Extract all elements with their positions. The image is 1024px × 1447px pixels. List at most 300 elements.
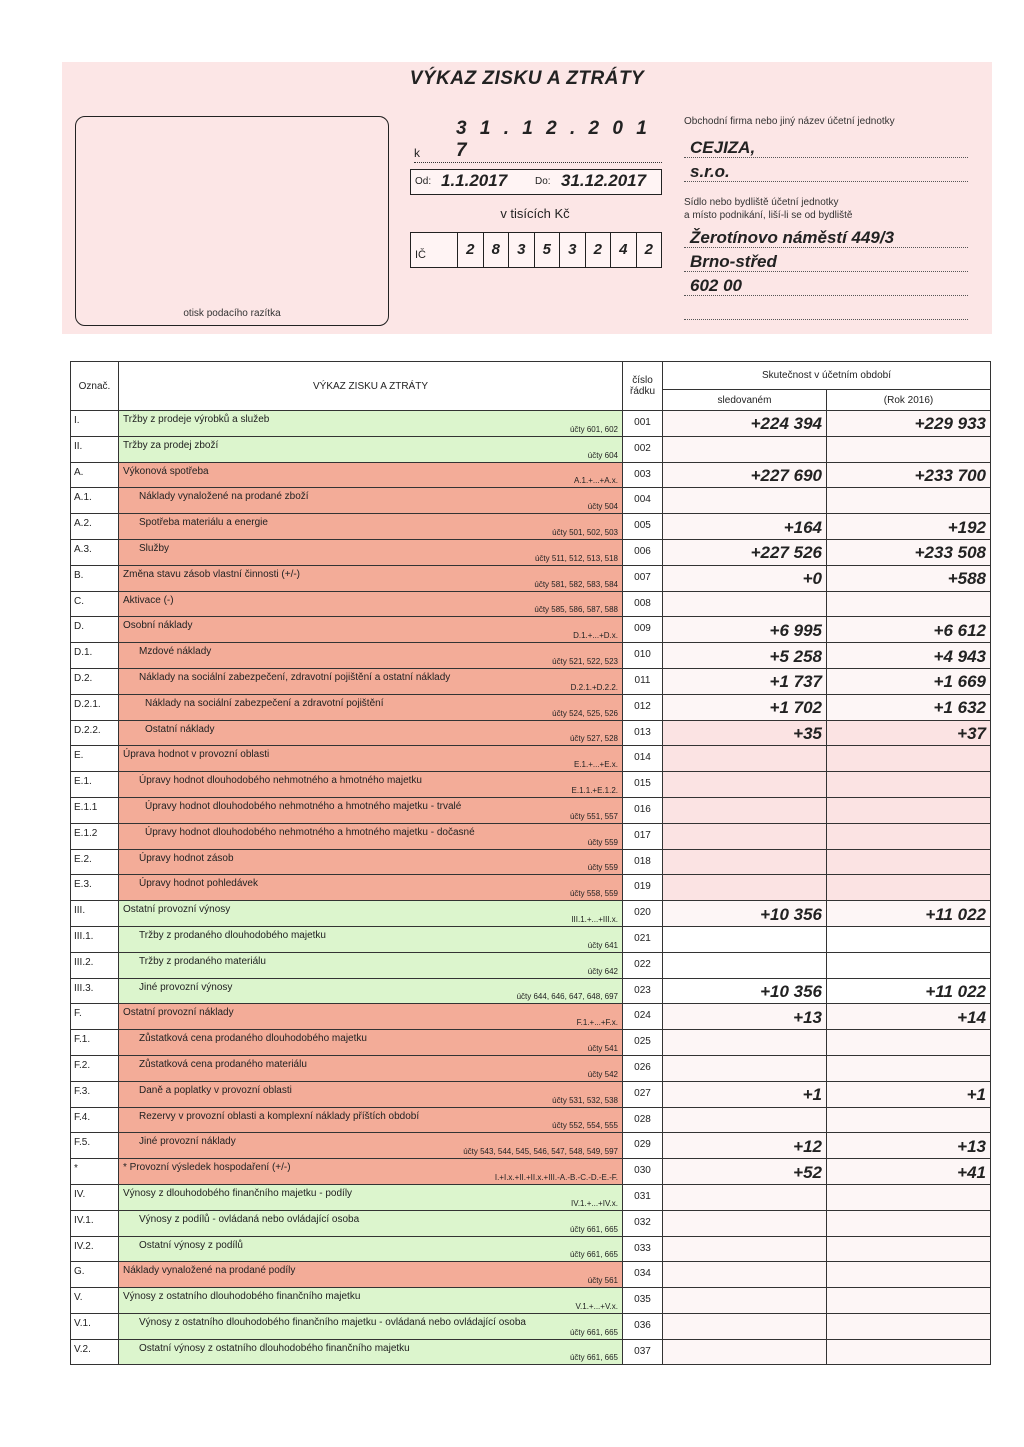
row-previous-value: +11 022 (827, 978, 991, 1004)
row-description: Ostatní výnosy z podílů (139, 1239, 243, 1251)
ic-digit: 3 (559, 233, 585, 267)
row-current-value: +227 690 (663, 462, 827, 488)
ic-label: IČ (415, 249, 426, 261)
row-formula: účty 542 (587, 1069, 618, 1079)
seat-caption (684, 196, 852, 222)
row-number: 034 (623, 1262, 663, 1288)
row-formula: účty 551, 557 (569, 811, 618, 821)
stamp-label: otisk podacího razítka (183, 308, 281, 319)
row-number: 024 (623, 1004, 663, 1030)
row-number: 005 (623, 514, 663, 540)
table-row (71, 565, 991, 591)
row-formula: účty 559 (587, 837, 618, 847)
row-description: Úpravy hodnot dlouhodobého nehmotného a hmotného majetku (139, 775, 422, 787)
row-previous-value: +1 669 (827, 668, 991, 694)
row-formula: účty 641 (587, 940, 618, 950)
row-code: III.2. (71, 952, 119, 978)
row-current-value: +52 (663, 1159, 827, 1185)
row-previous-value: +233 700 (827, 462, 991, 488)
row-previous-value: +37 (827, 720, 991, 746)
ic-digit: 2 (585, 233, 611, 267)
row-description-cell (119, 1262, 623, 1288)
row-formula: účty 504 (587, 502, 618, 512)
row-formula: účty 524, 525, 526 (552, 708, 618, 718)
row-description: Změna stavu zásob vlastní činnosti (+/-) (123, 568, 301, 580)
table-row (71, 1184, 991, 1210)
table-row (71, 797, 991, 823)
form-title: VÝKAZ ZISKU A ZTRÁTY (409, 68, 645, 89)
row-code: E.3. (71, 875, 119, 901)
row-code: IV. (71, 1184, 119, 1210)
row-number: 001 (623, 411, 663, 437)
row-formula: účty 531, 532, 538 (552, 1095, 618, 1105)
row-current-value: +1 (663, 1081, 827, 1107)
row-description-cell (119, 1107, 623, 1133)
row-description-cell (119, 1159, 623, 1185)
row-current-value: +13 (663, 1004, 827, 1030)
header-title: VÝKAZ ZISKU A ZTRÁTY (119, 362, 623, 411)
row-description-cell (119, 1339, 623, 1365)
row-description: Úpravy hodnot pohledávek (139, 878, 258, 890)
row-current-value (663, 926, 827, 952)
table-row (71, 668, 991, 694)
row-current-value (663, 1030, 827, 1056)
row-formula: účty 604 (587, 450, 618, 460)
row-number: 016 (623, 797, 663, 823)
row-formula: V.1.+...+V.x. (575, 1301, 618, 1311)
row-code: B. (71, 565, 119, 591)
row-code: E.1.2 (71, 823, 119, 849)
table-row (71, 1313, 991, 1339)
row-description: Úpravy hodnot zásob (139, 852, 234, 864)
row-description: Mzdové náklady (139, 646, 212, 658)
table-row (71, 436, 991, 462)
row-number: 033 (623, 1236, 663, 1262)
table-row (71, 1339, 991, 1365)
row-previous-value (827, 1313, 991, 1339)
row-code: V.2. (71, 1339, 119, 1365)
row-formula: účty 644, 646, 647, 648, 697 (516, 992, 618, 1002)
row-current-value (663, 1055, 827, 1081)
row-description-cell (119, 1313, 623, 1339)
row-number: 022 (623, 952, 663, 978)
table-row (71, 720, 991, 746)
row-formula: účty 501, 502, 503 (552, 527, 618, 537)
row-description-cell (119, 539, 623, 565)
row-description: Tržby z prodaného materiálu (139, 955, 266, 967)
row-previous-value (827, 926, 991, 952)
table-row (71, 1262, 991, 1288)
address-line3: 602 00 (684, 276, 968, 296)
row-formula: účty 601, 602 (569, 424, 618, 434)
row-number: 037 (623, 1339, 663, 1365)
table-row (71, 746, 991, 772)
row-description-cell (119, 1004, 623, 1030)
row-formula: účty 585, 586, 587, 588 (534, 605, 618, 615)
row-description-cell (119, 901, 623, 927)
row-code: III. (71, 901, 119, 927)
row-number: 023 (623, 978, 663, 1004)
row-formula: účty 541 (587, 1043, 618, 1053)
row-current-value (663, 1236, 827, 1262)
row-current-value: +6 995 (663, 617, 827, 643)
row-code: F. (71, 1004, 119, 1030)
row-current-value: +227 526 (663, 539, 827, 565)
row-description-cell (119, 488, 623, 514)
table-row (71, 514, 991, 540)
table-row (71, 591, 991, 617)
row-code: A.1. (71, 488, 119, 514)
row-previous-value (827, 1184, 991, 1210)
row-description: Rezervy v provozní oblasti a komplexní náklady příštích období (139, 1110, 420, 1122)
row-formula: účty 661, 665 (569, 1327, 618, 1337)
row-current-value (663, 797, 827, 823)
row-current-value (663, 1288, 827, 1314)
row-formula: IV.1.+...+IV.x. (571, 1198, 618, 1208)
row-current-value (663, 849, 827, 875)
row-current-value (663, 436, 827, 462)
row-formula: I.+I.x.+II.+II.x.+III.-A.-B.-C.-D.-E.-F. (494, 1172, 618, 1182)
row-description: Výnosy z ostatního dlouhodobého finančního majetku - ovládaná nebo ovládající osoba (139, 1316, 526, 1328)
reporting-date-line (414, 118, 662, 163)
row-current-value (663, 1313, 827, 1339)
table-row (71, 875, 991, 901)
row-current-value: +10 356 (663, 901, 827, 927)
row-code: * (71, 1159, 119, 1185)
row-number: 008 (623, 591, 663, 617)
row-current-value: +0 (663, 565, 827, 591)
row-number: 007 (623, 565, 663, 591)
row-code: F.3. (71, 1081, 119, 1107)
row-number: 035 (623, 1288, 663, 1314)
firm-name-line2: s.r.o. (684, 162, 968, 182)
row-formula: účty 661, 665 (569, 1353, 618, 1363)
row-number: 010 (623, 643, 663, 669)
row-description-cell (119, 720, 623, 746)
row-number: 002 (623, 436, 663, 462)
row-description: Tržby za prodej zboží (123, 439, 219, 451)
row-code: D.2.2. (71, 720, 119, 746)
row-description-cell (119, 617, 623, 643)
row-description-cell (119, 565, 623, 591)
row-description-cell (119, 797, 623, 823)
row-current-value: +5 258 (663, 643, 827, 669)
row-description-cell (119, 823, 623, 849)
row-number: 020 (623, 901, 663, 927)
row-code: F.5. (71, 1133, 119, 1159)
table-row (71, 1081, 991, 1107)
row-code: I. (71, 411, 119, 437)
table-row (71, 952, 991, 978)
row-code: D. (71, 617, 119, 643)
row-previous-value: +1 (827, 1081, 991, 1107)
row-current-value (663, 1262, 827, 1288)
row-number: 021 (623, 926, 663, 952)
row-number: 015 (623, 772, 663, 798)
table-row (71, 772, 991, 798)
row-description: Úpravy hodnot dlouhodobého nehmotného a hmotného majetku - trvalé (145, 800, 462, 812)
row-code: D.1. (71, 643, 119, 669)
row-number: 017 (623, 823, 663, 849)
row-previous-value (827, 772, 991, 798)
row-description-cell (119, 1236, 623, 1262)
address-line1: Žerotínovo náměstí 449/3 (684, 228, 968, 248)
table-row (71, 1133, 991, 1159)
table-row (71, 462, 991, 488)
table-row (71, 1030, 991, 1056)
row-previous-value (827, 1339, 991, 1365)
row-code: V. (71, 1288, 119, 1314)
row-previous-value: +14 (827, 1004, 991, 1030)
row-description-cell (119, 1055, 623, 1081)
row-description-cell (119, 411, 623, 437)
row-previous-value (827, 746, 991, 772)
table-row (71, 539, 991, 565)
row-previous-value: +11 022 (827, 901, 991, 927)
row-number: 013 (623, 720, 663, 746)
table-row (71, 643, 991, 669)
row-description: Zůstatková cena prodaného dlouhodobého majetku (139, 1033, 367, 1045)
row-description-cell (119, 978, 623, 1004)
row-description: Daně a poplatky v provozní oblasti (139, 1084, 292, 1096)
row-current-value: +35 (663, 720, 827, 746)
row-number: 011 (623, 668, 663, 694)
table-row (71, 1236, 991, 1262)
row-previous-value (827, 797, 991, 823)
table-row (71, 1004, 991, 1030)
row-description-cell (119, 591, 623, 617)
row-description: Ostatní provozní náklady (123, 1007, 234, 1019)
row-current-value: +10 356 (663, 978, 827, 1004)
row-formula: D.2.1.+D.2.2. (570, 682, 618, 692)
row-description-cell (119, 1030, 623, 1056)
row-code: D.2. (71, 668, 119, 694)
row-code: F.2. (71, 1055, 119, 1081)
row-formula: účty 558, 559 (569, 889, 618, 899)
row-formula: účty 642 (587, 966, 618, 976)
row-description-cell (119, 875, 623, 901)
row-description: Úpravy hodnot dlouhodobého nehmotného a hmotného majetku - dočasné (145, 826, 475, 838)
row-description-cell (119, 772, 623, 798)
row-description-cell (119, 849, 623, 875)
row-formula: účty 581, 582, 583, 584 (534, 579, 618, 589)
row-code: F.1. (71, 1030, 119, 1056)
row-previous-value (827, 1262, 991, 1288)
row-description-cell (119, 514, 623, 540)
row-description: Aktivace (-) (123, 594, 174, 606)
row-code: G. (71, 1262, 119, 1288)
reporting-date: 3 1 . 1 2 . 2 0 1 7 (456, 118, 651, 161)
row-current-value (663, 746, 827, 772)
firm-caption: Obchodní firma nebo jiný název účetní jednotky (684, 116, 895, 127)
period-from-value: 1.1.2017 (441, 171, 508, 190)
row-code: II. (71, 436, 119, 462)
row-previous-value: +192 (827, 514, 991, 540)
row-previous-value: +233 508 (827, 539, 991, 565)
row-number: 003 (623, 462, 663, 488)
row-code: V.1. (71, 1313, 119, 1339)
row-code: IV.2. (71, 1236, 119, 1262)
row-current-value (663, 1184, 827, 1210)
header-cislo: číslo řádku (623, 362, 663, 411)
row-code: III.3. (71, 978, 119, 1004)
row-number: 004 (623, 488, 663, 514)
row-current-value (663, 1210, 827, 1236)
row-current-value (663, 1107, 827, 1133)
row-number: 027 (623, 1081, 663, 1107)
row-description: Spotřeba materiálu a energie (139, 517, 268, 529)
row-current-value: +164 (663, 514, 827, 540)
row-previous-value (827, 1236, 991, 1262)
row-code: III.1. (71, 926, 119, 952)
row-current-value (663, 1339, 827, 1365)
k-prefix: k (414, 146, 420, 160)
table-row (71, 1288, 991, 1314)
row-number: 026 (623, 1055, 663, 1081)
table-row (71, 411, 991, 437)
row-formula: účty 511, 512, 513, 518 (534, 553, 618, 563)
row-previous-value: +13 (827, 1133, 991, 1159)
row-code: A.2. (71, 514, 119, 540)
row-formula: účty 527, 528 (569, 734, 618, 744)
row-number: 029 (623, 1133, 663, 1159)
row-previous-value (827, 1030, 991, 1056)
period-to-label: Do: (535, 176, 551, 187)
stamp-box (75, 116, 389, 326)
row-formula: účty 559 (587, 863, 618, 873)
row-formula: E.1.+...+E.x. (573, 760, 618, 770)
row-previous-value (827, 823, 991, 849)
row-current-value (663, 875, 827, 901)
table-row (71, 1159, 991, 1185)
row-description-cell (119, 1184, 623, 1210)
row-current-value: +224 394 (663, 411, 827, 437)
row-description-cell (119, 643, 623, 669)
firm-name-line1: CEJIZA, (684, 138, 968, 158)
row-formula: A.1.+...+A.x. (573, 476, 618, 486)
row-code: A. (71, 462, 119, 488)
row-description-cell (119, 436, 623, 462)
row-description: Ostatní provozní výnosy (123, 904, 231, 916)
row-description-cell (119, 1133, 623, 1159)
table-row (71, 617, 991, 643)
row-previous-value (827, 1288, 991, 1314)
ic-digit: 5 (534, 233, 560, 267)
row-previous-value (827, 952, 991, 978)
header-sledovanem: sledovaném (663, 390, 827, 411)
row-description: Náklady vynaložené na prodané zboží (139, 491, 309, 503)
row-previous-value (827, 1055, 991, 1081)
row-description: Ostatní výnosy z ostatního dlouhodobého finančního majetku (139, 1342, 410, 1354)
row-code: IV.1. (71, 1210, 119, 1236)
header-oznac: Označ. (71, 362, 119, 411)
row-code: E. (71, 746, 119, 772)
seat-caption-line2: a místo podnikání, liší-li se od bydliště (684, 210, 853, 221)
row-description: Ostatní náklady (145, 723, 215, 735)
row-description: Osobní náklady (123, 620, 193, 632)
row-current-value (663, 823, 827, 849)
row-number: 025 (623, 1030, 663, 1056)
row-current-value (663, 488, 827, 514)
row-description-cell (119, 1288, 623, 1314)
row-code: E.1. (71, 772, 119, 798)
row-description: Úprava hodnot v provozní oblasti (123, 749, 270, 761)
row-previous-value: +1 632 (827, 694, 991, 720)
row-description-cell (119, 694, 623, 720)
row-number: 019 (623, 875, 663, 901)
ic-digit: 8 (483, 233, 509, 267)
row-description: * Provozní výsledek hospodaření (+/-) (123, 1162, 291, 1174)
row-number: 031 (623, 1184, 663, 1210)
row-number: 009 (623, 617, 663, 643)
row-code: E.1.1 (71, 797, 119, 823)
row-code: F.4. (71, 1107, 119, 1133)
row-description-cell (119, 926, 623, 952)
ic-digit: 2 (636, 233, 662, 267)
ic-digit: 2 (457, 233, 483, 267)
row-formula: III.1.+...+III.x. (571, 914, 618, 924)
table-row (71, 1210, 991, 1236)
ic-box (410, 232, 662, 268)
row-previous-value (827, 591, 991, 617)
row-description: Výkonová spotřeba (123, 465, 209, 477)
row-previous-value: +588 (827, 565, 991, 591)
header-skutecnost: Skutečnost v účetním období (663, 362, 991, 390)
period-box (410, 169, 662, 195)
period-from-label: Od: (415, 176, 432, 187)
row-previous-value: +41 (827, 1159, 991, 1185)
row-number: 014 (623, 746, 663, 772)
table-row (71, 1107, 991, 1133)
row-previous-value: +4 943 (827, 643, 991, 669)
row-previous-value: +229 933 (827, 411, 991, 437)
row-formula: účty 561 (587, 1276, 618, 1286)
row-number: 036 (623, 1313, 663, 1339)
row-previous-value (827, 488, 991, 514)
row-number: 012 (623, 694, 663, 720)
row-code: C. (71, 591, 119, 617)
row-formula: účty 661, 665 (569, 1250, 618, 1260)
row-description: Jiné provozní náklady (139, 1136, 236, 1148)
income-statement-table (70, 361, 991, 1365)
row-description-cell (119, 1081, 623, 1107)
table-row (71, 926, 991, 952)
row-description-cell (119, 1210, 623, 1236)
row-current-value: +1 737 (663, 668, 827, 694)
row-description: Výnosy z ostatního dlouhodobého finančního majetku (123, 1291, 361, 1303)
row-current-value (663, 772, 827, 798)
table-row (71, 694, 991, 720)
row-current-value: +1 702 (663, 694, 827, 720)
row-code: D.2.1. (71, 694, 119, 720)
table-row (71, 901, 991, 927)
row-current-value (663, 591, 827, 617)
row-description: Výnosy z dlouhodobého finančního majetku - podíly (123, 1187, 353, 1199)
row-description: Služby (139, 542, 170, 554)
table-row (71, 849, 991, 875)
seat-caption-line1: Sídlo nebo bydliště účetní jednotky (684, 197, 839, 208)
row-formula: F.1.+...+F.x. (576, 1018, 618, 1028)
row-previous-value (827, 875, 991, 901)
row-description: Jiné provozní výnosy (139, 981, 233, 993)
row-description-cell (119, 746, 623, 772)
unit-label: v tisících Kč (500, 206, 570, 221)
ic-digit: 4 (610, 233, 636, 267)
row-previous-value (827, 436, 991, 462)
row-number: 018 (623, 849, 663, 875)
row-description: Náklady na sociální zabezpečení a zdravotní pojištění (145, 697, 384, 709)
row-number: 030 (623, 1159, 663, 1185)
